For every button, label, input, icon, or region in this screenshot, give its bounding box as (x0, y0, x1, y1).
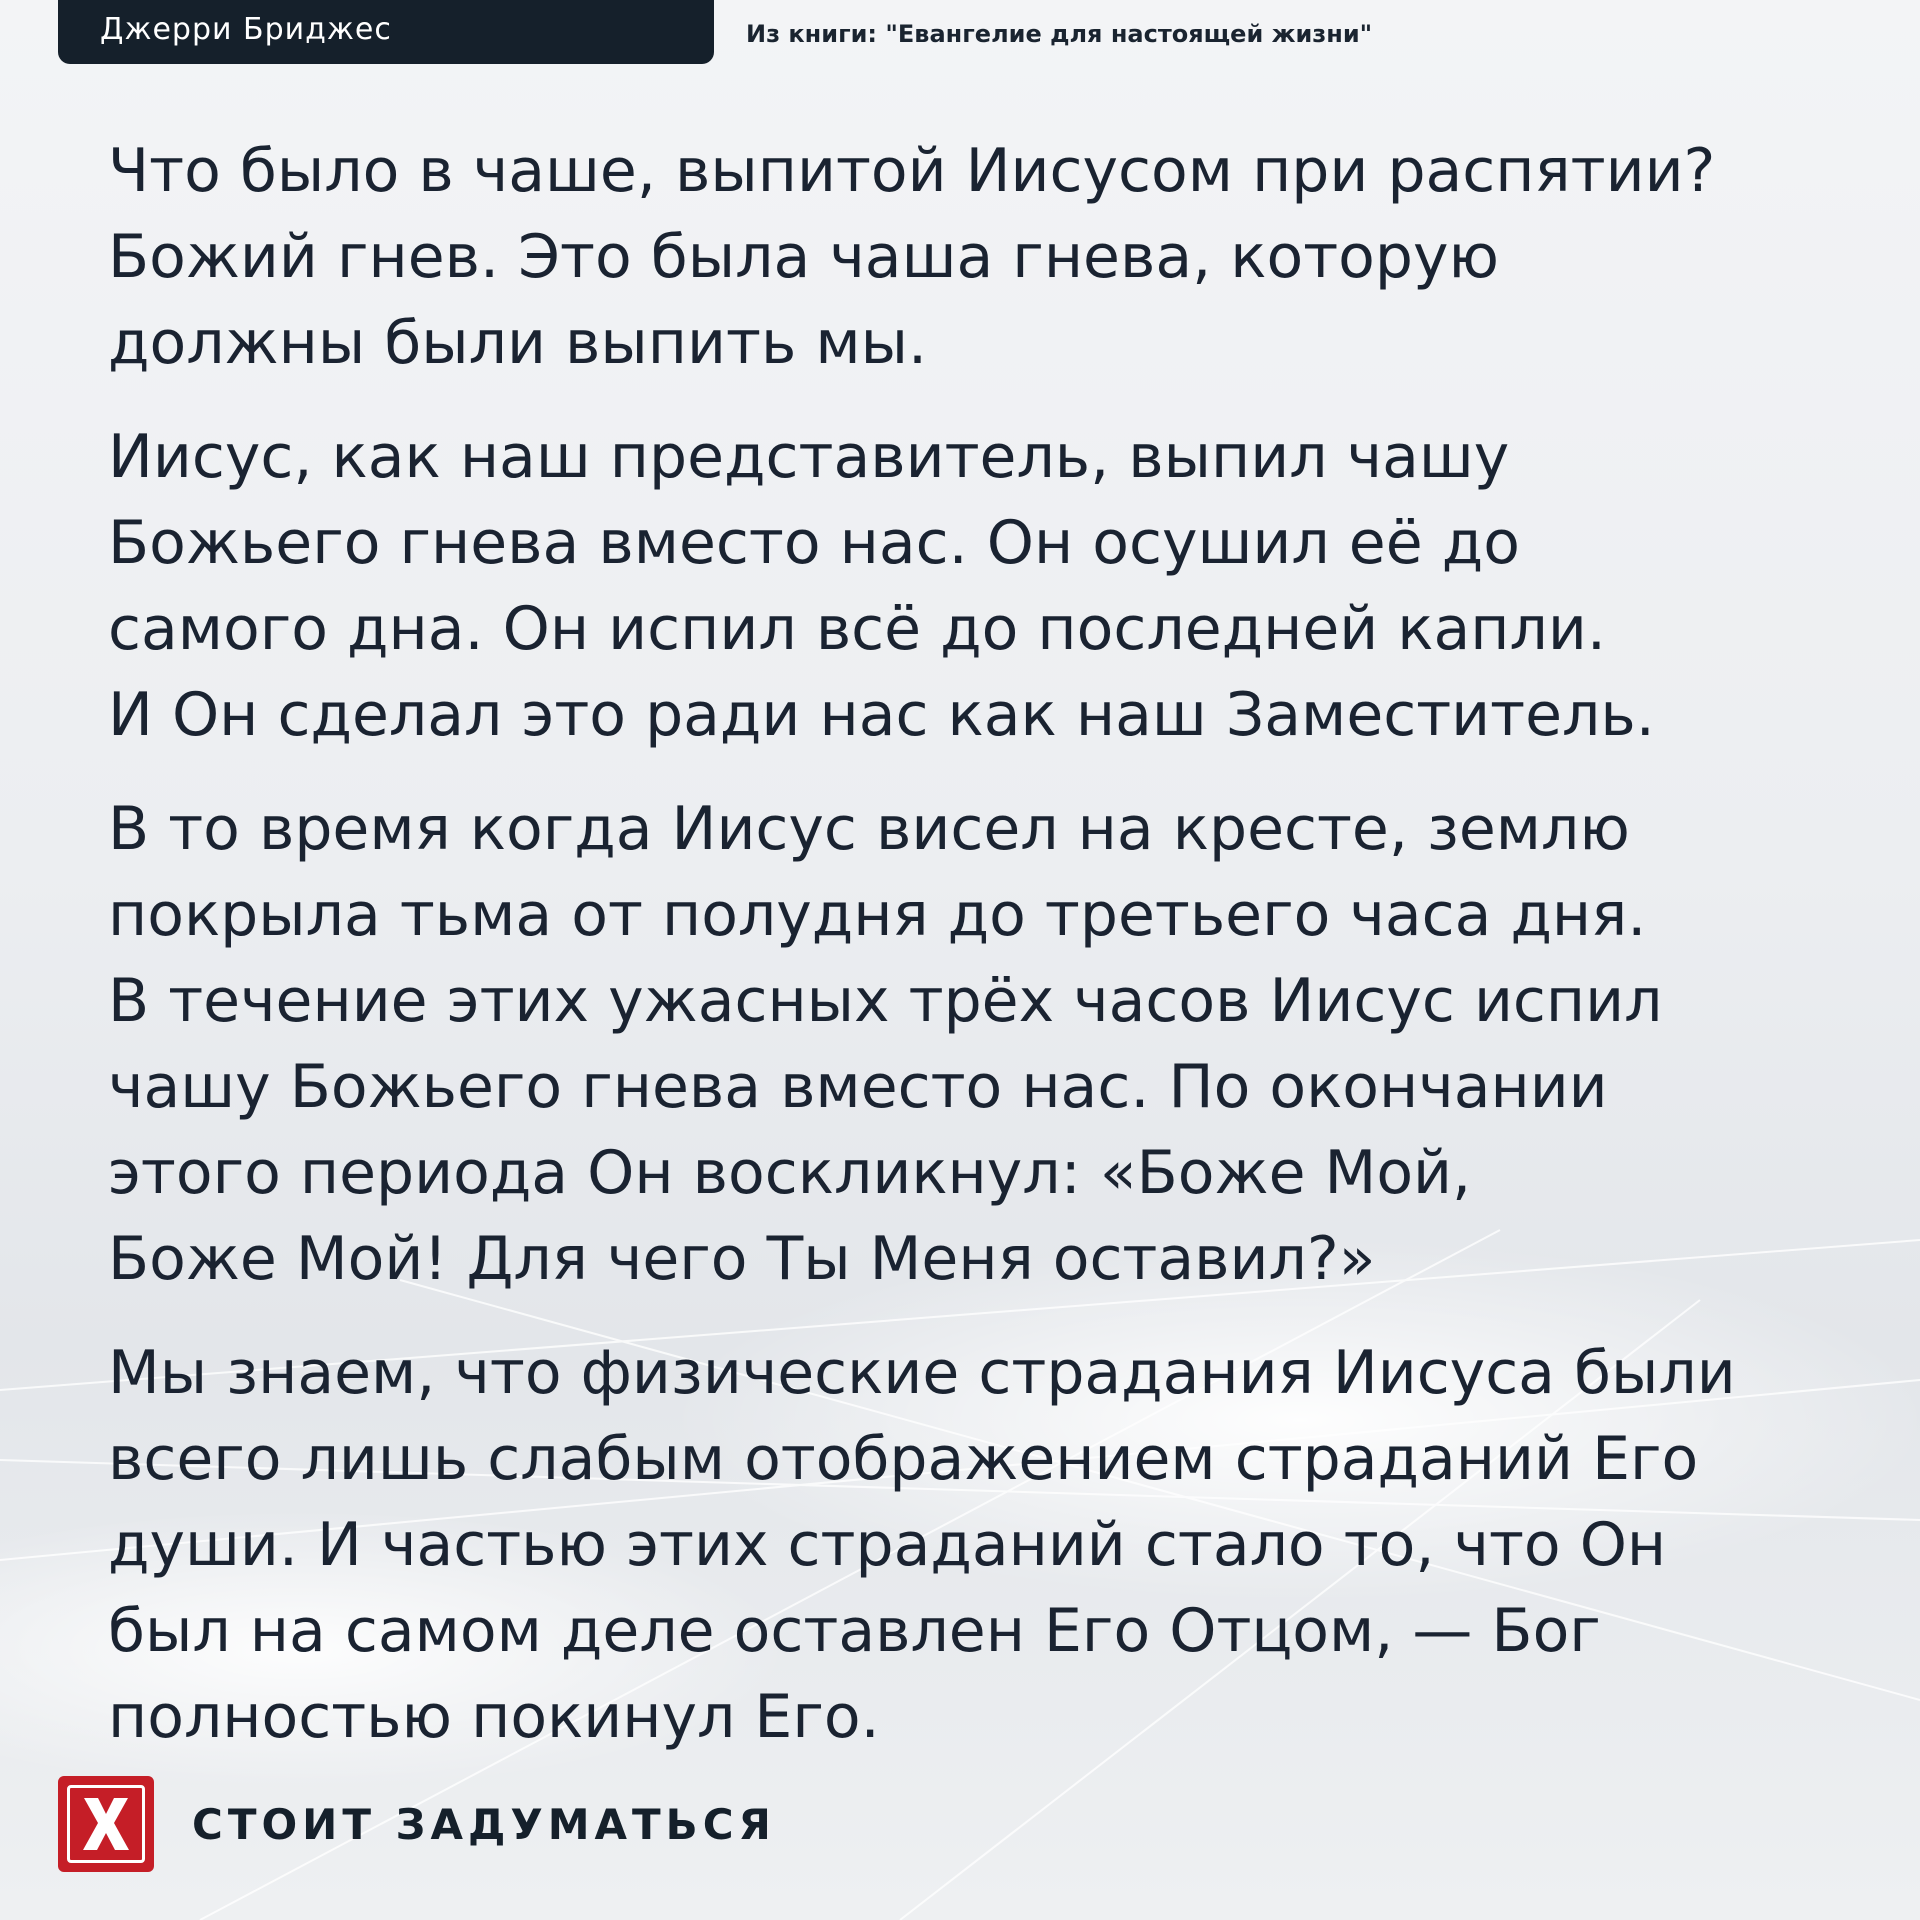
paragraph-4: Мы знаем, что физические страдания Иисуса были всего лишь слабым отображением страданий Его души. И частью этих страданий стало то, что Он был на самом деле оставлен Его Отцом, — Бог полностью покинул Его. (108, 1338, 1736, 1752)
paragraph-1: Что было в чаше, выпитой Иисусом при распятии? Божий гнев. Это была чаша гнева, которую должны были выпить мы. (108, 136, 1716, 378)
brand-name: СТОИТ ЗАДУМАТЬСЯ (192, 1800, 776, 1849)
author-header-bar (58, 0, 714, 64)
author-name: Джерри Бриджес (100, 12, 392, 47)
paragraph-3: В то время когда Иисус висел на кресте, землю покрыла тьма от полудня до третьего часа дня. В течение этих ужасных трёх часов Иисус испил чашу Божьего гнева вместо нас. По окончании этого периода Он воскликнул: «Боже Мой, Боже Мой! Для чего Ты Меня оставил?» (108, 794, 1663, 1294)
x-logo-icon (58, 1776, 154, 1872)
quote-body (108, 128, 1808, 1788)
book-source: Из книги: "Евангелие для настоящей жизни" (746, 20, 1373, 48)
paragraph-2: Иисус, как наш представитель, выпил чашу Божьего гнева вместо нас. Он осушил её до самого дна. Он испил всё до последней капли. И Он сделал это ради нас как наш Заместитель. (108, 422, 1655, 750)
